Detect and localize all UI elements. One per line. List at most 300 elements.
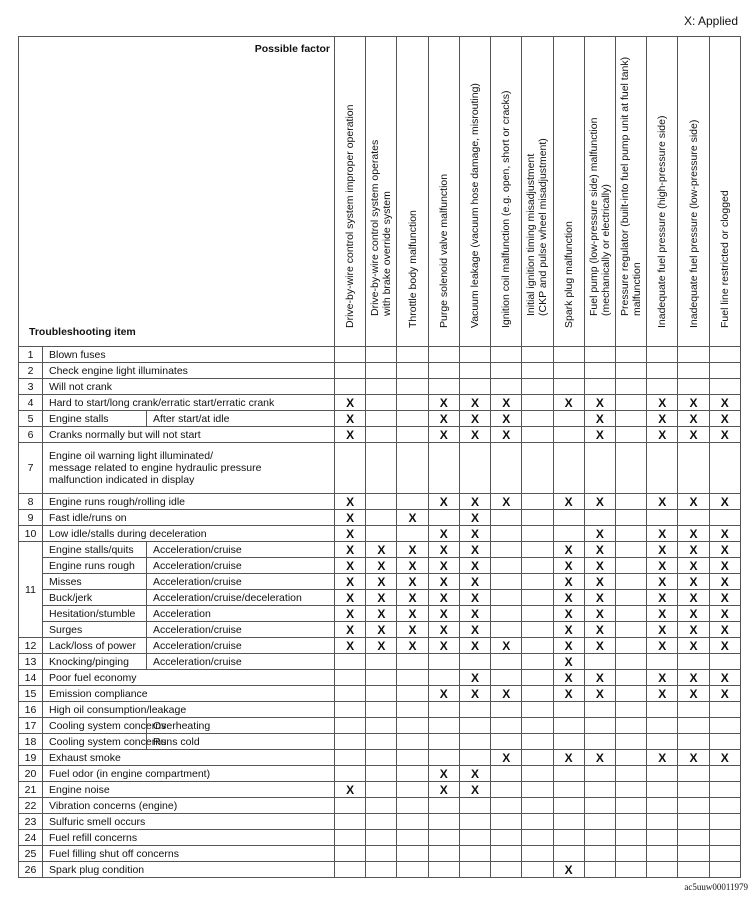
factor-cell [335, 443, 366, 494]
factor-cell [366, 379, 397, 395]
factor-cell [522, 718, 553, 734]
factor-header-8 [553, 37, 584, 347]
factor-cell: X [584, 395, 615, 411]
factor-cell [522, 526, 553, 542]
factor-cell [647, 734, 678, 750]
factor-cell [647, 510, 678, 526]
factor-cell: X [678, 750, 709, 766]
factor-cell [522, 814, 553, 830]
factor-label: Drive-by-wire control system operates with brake override system [369, 139, 394, 316]
factor-cell [397, 734, 428, 750]
troubleshooting-item: Poor fuel economy [43, 670, 335, 686]
factor-cell [615, 606, 646, 622]
troubleshooting-item: Will not crank [43, 379, 335, 395]
factor-cell [366, 395, 397, 411]
factor-cell: X [428, 395, 459, 411]
troubleshooting-item: Fuel odor (in engine compartment) [43, 766, 335, 782]
row-number: 4 [19, 395, 43, 411]
troubleshooting-item: Hesitation/stumble [43, 606, 147, 622]
table-row [19, 846, 741, 862]
factor-cell [647, 654, 678, 670]
factor-cell: X [459, 670, 490, 686]
factor-cell: X [678, 574, 709, 590]
factor-cell [397, 526, 428, 542]
row-number: 22 [19, 798, 43, 814]
table-row [19, 363, 741, 379]
factor-cell [553, 702, 584, 718]
factor-cell: X [553, 638, 584, 654]
factor-cell: X [647, 526, 678, 542]
factor-cell [615, 379, 646, 395]
factor-cell: X [647, 750, 678, 766]
factor-cell: X [553, 670, 584, 686]
factor-cell: X [709, 411, 740, 427]
factor-cell [647, 443, 678, 494]
factor-cell [709, 347, 740, 363]
factor-cell: X [584, 542, 615, 558]
factor-cell [459, 734, 490, 750]
factor-cell [615, 750, 646, 766]
factor-cell [553, 510, 584, 526]
factor-cell [428, 443, 459, 494]
factor-cell [428, 814, 459, 830]
condition: Acceleration [147, 606, 335, 622]
factor-cell [522, 830, 553, 846]
factor-cell [366, 411, 397, 427]
factor-cell: X [428, 574, 459, 590]
troubleshooting-item: Buck/jerk [43, 590, 147, 606]
factor-cell [615, 590, 646, 606]
factor-cell [491, 782, 522, 798]
factor-cell [615, 347, 646, 363]
factor-cell: X [678, 558, 709, 574]
table-row [19, 411, 741, 427]
table-row [19, 670, 741, 686]
row-number: 10 [19, 526, 43, 542]
factor-cell [709, 654, 740, 670]
factor-header-9 [584, 37, 615, 347]
factor-cell: X [584, 750, 615, 766]
factor-cell: X [459, 411, 490, 427]
row-number: 20 [19, 766, 43, 782]
factor-cell [459, 862, 490, 878]
factor-cell [615, 443, 646, 494]
factor-cell [522, 379, 553, 395]
factor-cell: X [459, 590, 490, 606]
factor-cell: X [397, 606, 428, 622]
factor-cell: X [459, 494, 490, 510]
factor-cell [647, 830, 678, 846]
condition: After start/at idle [147, 411, 335, 427]
factor-cell [647, 862, 678, 878]
troubleshooting-item: Low idle/stalls during deceleration [43, 526, 335, 542]
factor-cell [553, 427, 584, 443]
troubleshooting-item: Lack/loss of power [43, 638, 147, 654]
factor-cell: X [647, 574, 678, 590]
factor-cell [428, 862, 459, 878]
factor-cell [335, 702, 366, 718]
factor-cell [615, 574, 646, 590]
factor-cell: X [491, 686, 522, 702]
factor-cell [615, 686, 646, 702]
factor-cell [522, 510, 553, 526]
factor-cell [553, 846, 584, 862]
factor-cell: X [553, 686, 584, 702]
factor-cell: X [678, 686, 709, 702]
factor-cell [584, 766, 615, 782]
factor-cell [397, 830, 428, 846]
factor-cell [615, 411, 646, 427]
factor-cell: X [709, 427, 740, 443]
condition: Acceleration/cruise/deceleration [147, 590, 335, 606]
factor-cell [335, 670, 366, 686]
factor-cell [366, 526, 397, 542]
factor-cell: X [584, 638, 615, 654]
factor-cell: X [459, 510, 490, 526]
factor-cell: X [709, 606, 740, 622]
row-number: 11 [19, 542, 43, 638]
factor-cell [491, 606, 522, 622]
row-number: 13 [19, 654, 43, 670]
factor-label: Inadequate fuel pressure (high-pressure side) [656, 115, 669, 328]
condition: Overheating [147, 718, 335, 734]
factor-label: Fuel pump (low-pressure side) malfunction (mechanically or electrically) [587, 117, 612, 316]
troubleshooting-item: Sulfuric smell occurs [43, 814, 335, 830]
factor-cell: X [584, 526, 615, 542]
factor-cell: X [335, 590, 366, 606]
factor-cell [522, 782, 553, 798]
factor-cell [522, 734, 553, 750]
factor-cell [491, 574, 522, 590]
factor-cell: X [459, 395, 490, 411]
factor-cell: X [428, 686, 459, 702]
table-row [19, 766, 741, 782]
factor-cell: X [678, 622, 709, 638]
factor-cell [522, 798, 553, 814]
factor-cell [335, 862, 366, 878]
troubleshooting-item: Hard to start/long crank/erratic start/erratic crank [43, 395, 335, 411]
factor-cell: X [647, 542, 678, 558]
table-row [19, 590, 741, 606]
factor-cell [366, 862, 397, 878]
factor-cell [522, 638, 553, 654]
factor-cell [397, 654, 428, 670]
factor-cell [615, 622, 646, 638]
factor-cell [584, 379, 615, 395]
document-id: ac5uuw00011979 [684, 882, 748, 892]
factor-cell: X [553, 574, 584, 590]
factor-cell: X [428, 782, 459, 798]
factor-cell: X [553, 494, 584, 510]
factor-cell: X [428, 622, 459, 638]
factor-cell: X [459, 782, 490, 798]
troubleshooting-item: Fast idle/runs on [43, 510, 335, 526]
factor-cell [459, 798, 490, 814]
troubleshooting-item: Vibration concerns (engine) [43, 798, 335, 814]
table-row [19, 734, 741, 750]
table-row [19, 558, 741, 574]
factor-cell [615, 510, 646, 526]
factor-cell: X [397, 638, 428, 654]
factor-cell [491, 798, 522, 814]
factor-cell [397, 494, 428, 510]
factor-cell [522, 411, 553, 427]
factor-cell: X [584, 590, 615, 606]
factor-cell [678, 347, 709, 363]
table-row [19, 379, 741, 395]
factor-cell: X [459, 622, 490, 638]
row-number: 26 [19, 862, 43, 878]
factor-cell [553, 526, 584, 542]
factor-cell [615, 814, 646, 830]
row-number: 6 [19, 427, 43, 443]
factor-cell: X [428, 542, 459, 558]
factor-cell [397, 363, 428, 379]
factor-cell [709, 443, 740, 494]
factor-label: Ignition coil malfunction (e.g. open, short or cracks) [500, 90, 513, 328]
factor-cell: X [459, 542, 490, 558]
factor-cell [615, 782, 646, 798]
factor-cell [491, 526, 522, 542]
factor-cell [522, 574, 553, 590]
factor-cell [553, 798, 584, 814]
factor-cell [615, 558, 646, 574]
factor-cell [615, 846, 646, 862]
row-number: 24 [19, 830, 43, 846]
factor-cell [553, 734, 584, 750]
factor-cell: X [335, 542, 366, 558]
factor-cell: X [366, 606, 397, 622]
factor-cell: X [428, 411, 459, 427]
factor-cell [459, 443, 490, 494]
factor-label: Inadequate fuel pressure (low-pressure side) [687, 119, 700, 328]
factor-cell [397, 347, 428, 363]
factor-cell [678, 862, 709, 878]
factor-label: Purge solenoid valve malfunction [437, 173, 450, 328]
factor-cell [491, 542, 522, 558]
factor-cell [647, 782, 678, 798]
troubleshooting-item: Blown fuses [43, 347, 335, 363]
factor-cell [397, 862, 428, 878]
table-row [19, 718, 741, 734]
factor-cell [553, 766, 584, 782]
factor-cell [366, 510, 397, 526]
factor-cell [491, 510, 522, 526]
table-row [19, 686, 741, 702]
factor-cell [584, 830, 615, 846]
row-number: 9 [19, 510, 43, 526]
factor-cell [584, 510, 615, 526]
row-number: 15 [19, 686, 43, 702]
factor-cell: X [491, 395, 522, 411]
factor-cell: X [397, 558, 428, 574]
factor-cell [366, 494, 397, 510]
factor-cell [553, 443, 584, 494]
factor-cell: X [428, 766, 459, 782]
factor-cell: X [366, 638, 397, 654]
factor-cell [522, 686, 553, 702]
factor-cell [366, 830, 397, 846]
troubleshooting-item: Fuel refill concerns [43, 830, 335, 846]
row-number: 3 [19, 379, 43, 395]
factor-cell [678, 830, 709, 846]
factor-cell [553, 363, 584, 379]
factor-cell [366, 427, 397, 443]
factor-cell [428, 654, 459, 670]
table-row [19, 542, 741, 558]
factor-cell [678, 814, 709, 830]
factor-cell [335, 379, 366, 395]
factor-cell [553, 411, 584, 427]
row-number: 23 [19, 814, 43, 830]
factor-cell: X [678, 606, 709, 622]
factor-cell [647, 814, 678, 830]
table-row [19, 638, 741, 654]
factor-cell [397, 702, 428, 718]
troubleshooting-item: Misses [43, 574, 147, 590]
factor-cell [491, 379, 522, 395]
factor-cell [615, 654, 646, 670]
troubleshooting-item: Fuel filling shut off concerns [43, 846, 335, 862]
factor-label: Initial ignition timing misadjustment (CKP and pulse wheel misadjustment) [525, 138, 550, 316]
factor-cell [647, 846, 678, 862]
factor-header-10 [615, 37, 646, 347]
factor-cell [459, 718, 490, 734]
table-row [19, 750, 741, 766]
troubleshooting-item: Spark plug condition [43, 862, 335, 878]
factor-cell [397, 443, 428, 494]
factor-cell [678, 734, 709, 750]
factor-cell [366, 670, 397, 686]
factor-cell: X [459, 686, 490, 702]
factor-cell [366, 846, 397, 862]
factor-cell: X [678, 638, 709, 654]
factor-cell [709, 814, 740, 830]
factor-cell: X [335, 606, 366, 622]
row-number: 1 [19, 347, 43, 363]
factor-cell [584, 734, 615, 750]
factor-cell: X [678, 542, 709, 558]
factor-cell [335, 846, 366, 862]
factor-cell: X [459, 766, 490, 782]
factor-cell: X [709, 590, 740, 606]
factor-cell [522, 558, 553, 574]
factor-cell [584, 862, 615, 878]
table-row [19, 427, 741, 443]
row-number: 2 [19, 363, 43, 379]
factor-cell: X [678, 411, 709, 427]
factor-cell: X [459, 558, 490, 574]
factor-cell: X [709, 750, 740, 766]
factor-cell: X [491, 750, 522, 766]
row-number: 5 [19, 411, 43, 427]
factor-cell: X [335, 395, 366, 411]
row-number: 25 [19, 846, 43, 862]
factor-cell [615, 427, 646, 443]
factor-cell [647, 347, 678, 363]
factor-cell: X [709, 395, 740, 411]
factor-cell: X [709, 670, 740, 686]
factor-cell: X [491, 411, 522, 427]
factor-cell: X [584, 411, 615, 427]
factor-cell [522, 846, 553, 862]
factor-cell [491, 718, 522, 734]
factor-cell [522, 750, 553, 766]
factor-cell [397, 814, 428, 830]
factor-cell [335, 718, 366, 734]
row-number: 19 [19, 750, 43, 766]
factor-cell [584, 363, 615, 379]
factor-cell [428, 702, 459, 718]
factor-cell [491, 766, 522, 782]
factor-cell [647, 766, 678, 782]
factor-cell [491, 443, 522, 494]
factor-cell [397, 798, 428, 814]
factor-cell: X [397, 622, 428, 638]
factor-label: Throttle body malfunction [406, 210, 419, 328]
factor-cell: X [647, 686, 678, 702]
factor-cell [647, 702, 678, 718]
factor-cell [366, 814, 397, 830]
troubleshooting-item: Engine oil warning light illuminated/ message related to engine hydraulic pressure malfunction indicated in display [43, 443, 335, 494]
factor-cell [491, 347, 522, 363]
row-number: 17 [19, 718, 43, 734]
table-row [19, 798, 741, 814]
factor-cell: X [366, 590, 397, 606]
factor-cell [584, 654, 615, 670]
troubleshooting-item: Check engine light illuminates [43, 363, 335, 379]
factor-cell [553, 347, 584, 363]
factor-header-3 [397, 37, 428, 347]
troubleshooting-item: Surges [43, 622, 147, 638]
factor-header-6 [491, 37, 522, 347]
table-row [19, 606, 741, 622]
factor-cell [615, 670, 646, 686]
factor-cell: X [491, 494, 522, 510]
factor-cell [678, 798, 709, 814]
factor-cell: X [459, 526, 490, 542]
factor-cell [459, 846, 490, 862]
factor-cell: X [709, 574, 740, 590]
factor-cell [678, 846, 709, 862]
factor-cell [584, 798, 615, 814]
factor-cell [678, 443, 709, 494]
factor-cell: X [335, 558, 366, 574]
factor-cell [647, 379, 678, 395]
factor-cell [615, 395, 646, 411]
factor-cell [335, 750, 366, 766]
factor-cell: X [584, 622, 615, 638]
factor-cell [491, 846, 522, 862]
factor-cell [366, 702, 397, 718]
table-row [19, 494, 741, 510]
factor-cell [709, 862, 740, 878]
factor-cell [459, 814, 490, 830]
row-number: 18 [19, 734, 43, 750]
factor-cell: X [584, 574, 615, 590]
factor-cell [522, 443, 553, 494]
factor-cell: X [335, 494, 366, 510]
factor-cell [522, 494, 553, 510]
factor-cell: X [428, 590, 459, 606]
factor-cell [397, 766, 428, 782]
factor-cell [678, 510, 709, 526]
factor-cell [397, 750, 428, 766]
factor-cell [615, 494, 646, 510]
row-number: 8 [19, 494, 43, 510]
factor-cell [428, 798, 459, 814]
factor-cell [678, 379, 709, 395]
